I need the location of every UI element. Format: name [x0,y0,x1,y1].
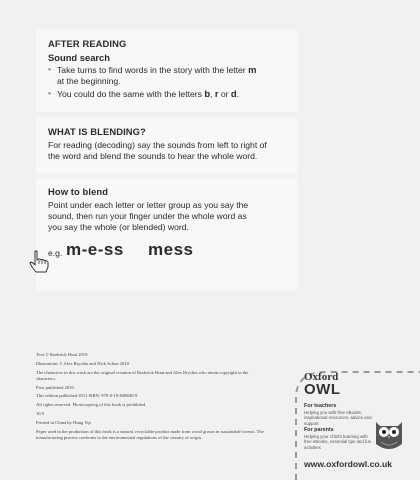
letter-m: m [248,64,257,75]
parents-title: For parents [304,427,334,433]
bullet-text: Take turns to find words in the story with the letter [57,65,249,75]
brand-oxford: Oxford [304,371,339,383]
blending-panel [36,118,298,174]
credit-line: Paper used in the production of this book is a natural, recyclable product made from wood grown in sustainable forests. The manufacturing process conforms to the environmental regulations of the country of origin. [36,428,264,440]
how-to-blend-heading: How to blend [48,186,109,197]
credit-line: 10 9 [36,410,45,416]
credit-line: Printed in China by Hung Yip [36,419,91,425]
teachers-title: For teachers [304,403,337,409]
blending-line-2: the word and blend the sounds to hear the whole word. [48,151,258,162]
letter-b: b [204,88,211,100]
sep: , [210,89,215,100]
segmented-word: m-e-ss [66,239,124,259]
after-reading-panel [36,30,298,112]
credit-line: First published 2010 [36,384,74,390]
bullet-dot: • [48,88,52,99]
oxford-owl-panel [292,368,420,480]
period: . [236,89,240,100]
parents-text: Helping your child's learning with free eBooks, essential tips and fun activities [304,434,372,450]
example-row [48,240,288,264]
credit-line: All rights reserved. Photocopying of this book is prohibited. [36,402,147,408]
credit-line: Text © Roderick Hunt 2010 [36,352,88,357]
pointing-hand-icon [28,250,50,274]
blended-word: mess [148,239,194,259]
bullet-letter-m [48,64,288,87]
letter-d: d [230,88,237,100]
owl-mascot-icon [372,414,406,454]
blending-line-1: For reading (decoding) say the sounds from left to right of [48,140,267,150]
credit-line: Illustrations © Alex Brychta and Nick Schon 2010 [36,360,129,366]
bullet-dot: • [48,64,52,74]
credits-block [36,352,266,444]
brand-owl: OWL [304,381,341,398]
blending-heading: WHAT IS BLENDING? [48,126,146,137]
website-url: www.oxfordowl.co.uk [304,459,393,469]
how-to-blend-panel [36,178,298,290]
sep: or [218,89,231,100]
after-reading-heading: AFTER READING [48,38,127,49]
how-line-3: you say the whole (or blended) word. [48,222,189,233]
how-line-2: sound, then run your finger under the whole word as [48,211,247,222]
sound-search-subheading: Sound search [48,52,110,63]
letter-r: r [214,88,219,100]
bullet-letters-brd [48,88,288,100]
credit-line: The characters in this work are the original creation of Roderick Hunt and Alex Brychta who retain copyright in the characters. [36,369,249,381]
bullet-text: You could do the same with the letters [57,89,205,100]
bullet-text-cont: at the beginning. [57,76,121,87]
credit-line: This edition published 2011 ISBN: 978-0-19-848840-9 [36,393,138,399]
eg-label: e.g. [48,247,63,258]
how-line-1: Point under each letter or letter group as you say the [48,200,249,210]
teachers-text: Helping you with free eBooks, inspirational resources, advice and support [304,410,372,426]
